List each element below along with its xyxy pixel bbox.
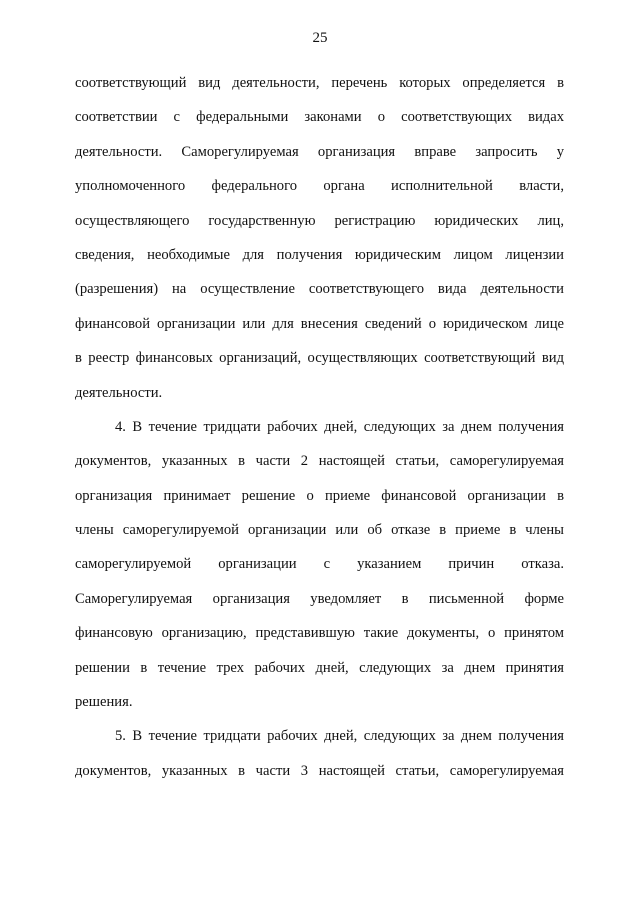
text-line: деятельности.	[75, 384, 163, 401]
text-line: Саморегулируемая организация уведомляет в письменной форме	[75, 590, 564, 607]
text-line: 4. В течение тридцати рабочих дней, следующих за днем получения	[115, 418, 564, 435]
text-line: соответствующий вид деятельности, перечень которых определяется в	[75, 75, 564, 91]
text-line: решения.	[75, 694, 133, 711]
text-line: саморегулируемой организации с указанием причин отказа.	[75, 556, 564, 573]
document-body	[75, 66, 564, 788]
text-line: решении в течение трех рабочих дней, следующих за днем принятия	[75, 659, 564, 676]
text-line: документов, указанных в части 2 настоящей статьи, саморегулируемая	[75, 453, 564, 470]
page-number: 25	[312, 30, 328, 46]
text-line: (разрешения) на осуществление соответствующего вида деятельности	[75, 281, 564, 298]
text-line: в реестр финансовых организаций, осуществляющих соответствующий вид	[75, 350, 564, 367]
text-line: организация принимает решение о приеме финансовой организации в	[75, 487, 564, 504]
text-line: соответствии с федеральными законами о соответствующих видах	[75, 109, 564, 126]
text-line: уполномоченного федерального органа исполнительной власти,	[75, 178, 564, 195]
text-line: деятельности. Саморегулируемая организация вправе запросить у	[75, 143, 564, 160]
text-line: члены саморегулируемой организации или об отказе в приеме в члены	[75, 522, 564, 539]
text-line: финансовой организации или для внесения сведений о юридическом лице	[75, 315, 564, 332]
text-line: 5. В течение тридцати рабочих дней, следующих за днем получения	[115, 728, 564, 745]
text-line: документов, указанных в части 3 настоящей статьи, саморегулируемая	[75, 762, 564, 779]
text-line: осуществляющего государственную регистрацию юридических лиц,	[75, 212, 564, 229]
text-line: сведения, необходимые для получения юридическим лицом лицензии	[75, 246, 564, 263]
text-line: финансовую организацию, представившую такие документы, о принятом	[75, 625, 564, 642]
